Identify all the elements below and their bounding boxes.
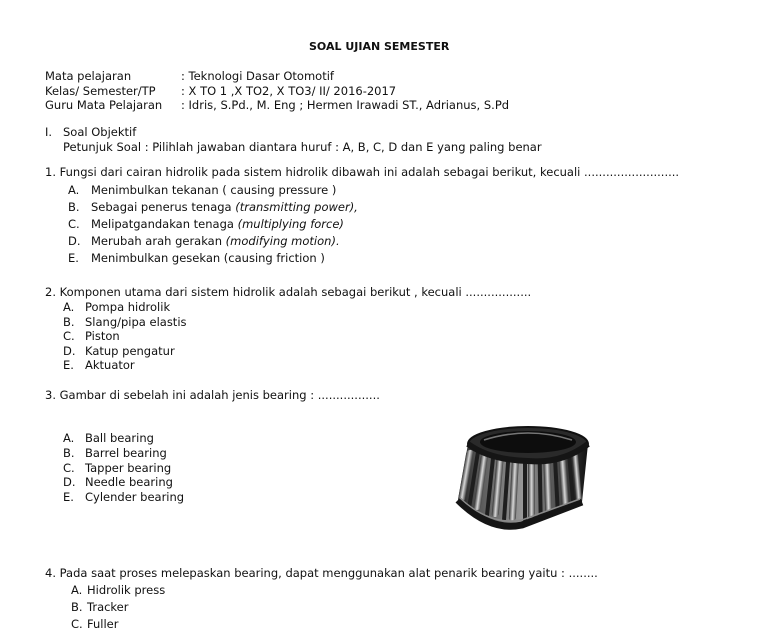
header-label: Kelas/ Semester/TP bbox=[45, 84, 156, 98]
option-letter: D. bbox=[68, 234, 81, 248]
option-text: Tapper bearing bbox=[85, 461, 172, 475]
question-1-text: 1. Fungsi dari cairan hidrolik pada sistem hidrolik dibawah ini adalah sebagai berikut, kecuali .......................... bbox=[45, 165, 680, 179]
option-text: Cylender bearing bbox=[85, 490, 185, 504]
option-text: Aktuator bbox=[85, 358, 135, 372]
option-letter: D. bbox=[63, 475, 76, 489]
option-letter: D. bbox=[63, 344, 76, 358]
option-text: Piston bbox=[85, 329, 120, 343]
option-text: Barrel bearing bbox=[85, 446, 167, 460]
option-letter: B. bbox=[71, 600, 83, 614]
option-text: Needle bearing bbox=[85, 475, 173, 489]
question-3-text: 3. Gambar di sebelah ini adalah jenis bearing : ................. bbox=[45, 388, 380, 402]
option-letter: A. bbox=[63, 300, 75, 314]
option-letter: E. bbox=[68, 251, 79, 265]
option-text: Menimbulkan tekanan ( causing pressure ) bbox=[91, 183, 337, 197]
option-letter: C. bbox=[71, 617, 83, 631]
option-letter: A. bbox=[68, 183, 80, 197]
header-value: : Teknologi Dasar Otomotif bbox=[181, 69, 334, 83]
option-text: Menimbulkan gesekan (causing friction ) bbox=[91, 251, 325, 265]
page-title: SOAL UJIAN SEMESTER bbox=[309, 40, 450, 53]
option-text: Merubah arah gerakan (modifying motion). bbox=[91, 234, 340, 248]
section-title: Soal Objektif bbox=[63, 125, 137, 139]
section-instruction: Petunjuk Soal : Pilihlah jawaban diantara huruf : A, B, C, D dan E yang paling benar bbox=[63, 140, 542, 154]
option-letter: C. bbox=[63, 461, 75, 475]
header-label: Guru Mata Pelajaran bbox=[45, 98, 163, 112]
option-letter: B. bbox=[68, 200, 80, 214]
option-text: Katup pengatur bbox=[85, 344, 175, 358]
option-letter: A. bbox=[63, 431, 75, 445]
option-letter: B. bbox=[63, 315, 75, 329]
option-letter: E. bbox=[63, 358, 74, 372]
option-text: Ball bearing bbox=[85, 431, 154, 445]
header-value: : Idris, S.Pd., M. Eng ; Hermen Irawadi ST., Adrianus, S.Pd bbox=[181, 98, 510, 112]
option-letter: B. bbox=[63, 446, 75, 460]
header-value: : X TO 1 ,X TO2, X TO3/ II/ 2016-2017 bbox=[181, 84, 397, 98]
header-label: Mata pelajaran bbox=[45, 69, 132, 83]
option-text: Slang/pipa elastis bbox=[85, 315, 187, 329]
option-text: Hidrolik press bbox=[87, 583, 166, 597]
question-2-text: 2. Komponen utama dari sistem hidrolik adalah sebagai berikut , kecuali .................. bbox=[45, 285, 532, 299]
option-text: Sebagai penerus tenaga (transmitting power), bbox=[91, 200, 358, 214]
option-letter: A. bbox=[71, 583, 83, 597]
option-text: Melipatgandakan tenaga (multiplying force) bbox=[91, 217, 344, 231]
option-text: Fuller bbox=[87, 617, 119, 631]
option-text: Tracker bbox=[87, 600, 129, 614]
section-number: I. bbox=[45, 125, 53, 139]
option-letter: C. bbox=[63, 329, 75, 343]
option-letter: E. bbox=[63, 490, 74, 504]
needle-bearing-image bbox=[450, 420, 595, 538]
question-4-text: 4. Pada saat proses melepaskan bearing, dapat menggunakan alat penarik bearing yaitu : ........ bbox=[45, 566, 598, 580]
option-letter: C. bbox=[68, 217, 80, 231]
option-text: Pompa hidrolik bbox=[85, 300, 171, 314]
